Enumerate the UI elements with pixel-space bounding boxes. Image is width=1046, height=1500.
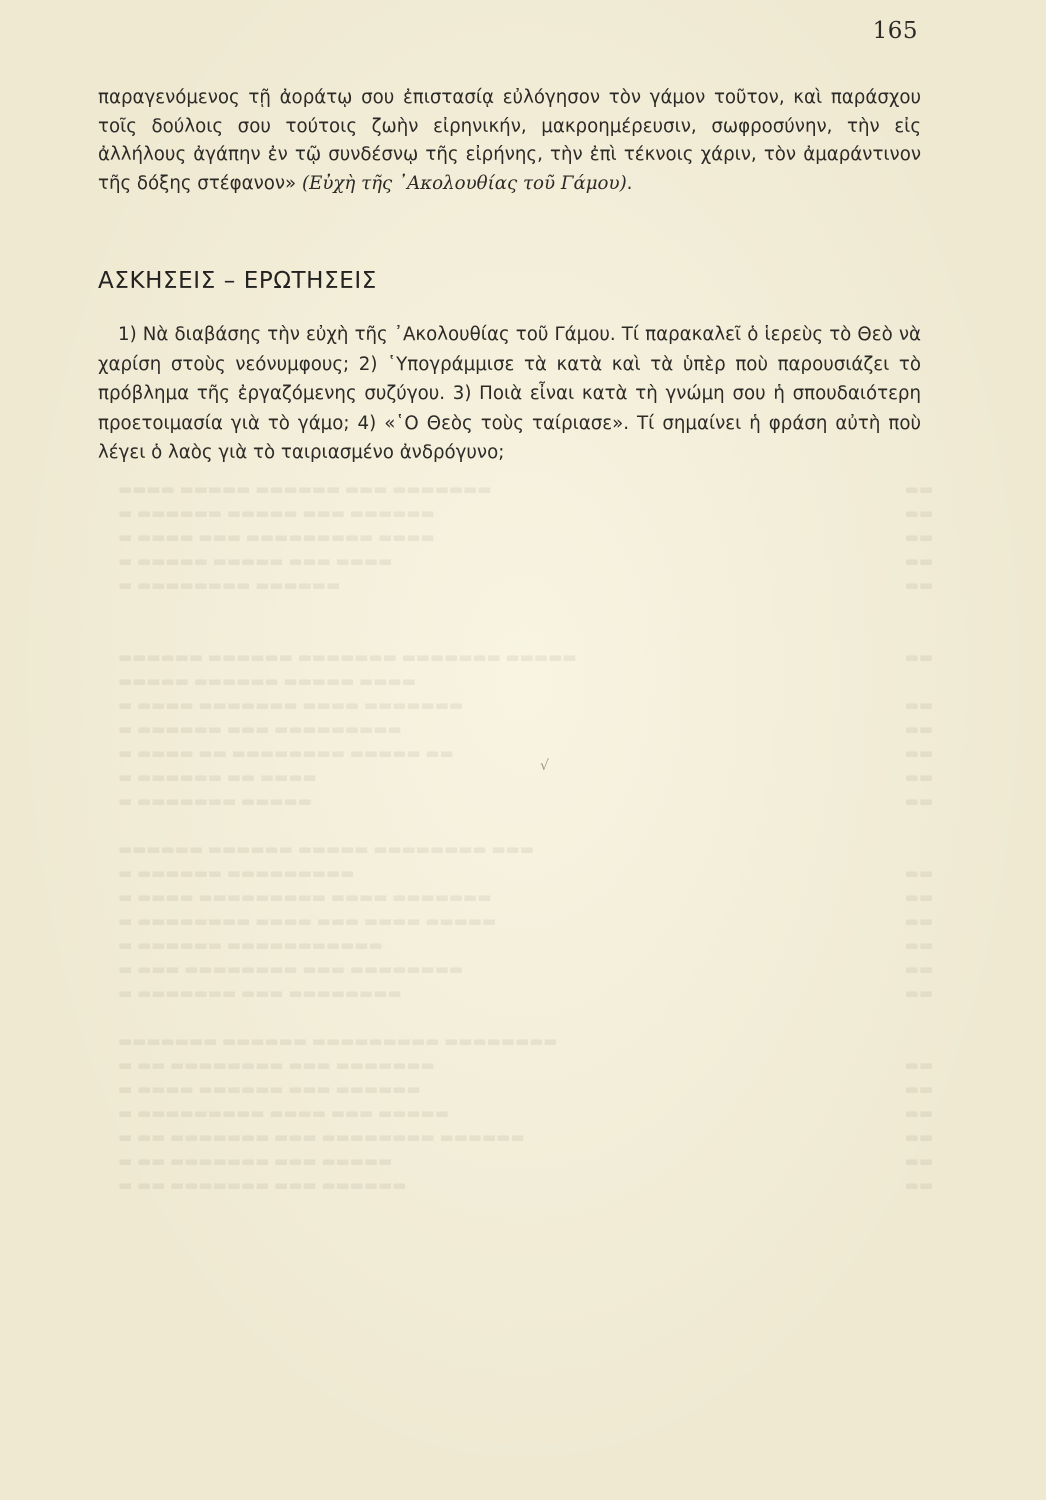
page-number: 165 [872, 18, 918, 44]
exercises-paragraph: 1) Νὰ διαβάσης τὴν εὐχὴ τῆς ᾿Ακολουθίας τοῦ Γάμου. Τί παρακαλεῖ ὁ ἱερεὺς τὸ Θεὸ νὰ χαρίση στοὺς νεόνυμφους; 2) ῾Υπογράμμισε τὰ κατὰ καὶ τὰ ὑπὲρ ποὺ παρουσιάζει τὸ πρόβλημα τῆς ἐργαζόμενης συζύγου. 3) Ποιὰ εἶναι κατὰ τὴ γνώμη σου ἡ σπουδαιότερη προετοιμασία γιὰ τὸ γάμο; 4) «῾Ο Θεὸς τοὺς ταίριασε». Τί σημαίνει ἡ φράση αὐτὴ ποὺ λέγει ὁ λαὸς γιὰ τὸ ταιριασμένο ἀνδρόγυνο; [98, 324, 921, 463]
prayer-quote-end: . [626, 172, 633, 194]
prayer-quote-paragraph [98, 84, 921, 198]
show-through-texture: ▬▬▬▬ ▬▬▬▬▬ ▬▬▬▬▬▬ ▬▬▬ ▬▬▬▬▬▬▬ ▬▬ ▬ ▬▬▬▬▬▬ ▬▬▬▬▬ ▬▬▬ ▬▬▬▬▬▬ ▬▬ ▬ ▬▬▬▬ ▬▬▬ ▬▬▬▬▬▬▬▬▬ ▬▬▬▬ ▬▬ ▬ ▬▬▬▬▬ ▬▬▬▬▬ ▬▬▬ ▬▬▬▬ ▬▬ ▬ ▬▬▬▬▬▬▬▬ ▬▬▬▬▬▬ ▬▬ ▬▬▬▬▬▬ ▬▬▬▬▬▬ ▬▬▬▬▬▬▬ ▬▬▬▬▬▬▬ ▬▬▬▬▬ ▬▬ ▬▬▬▬▬ ▬▬▬▬▬▬ ▬▬▬▬▬ ▬▬▬▬ ▬ ▬▬▬▬ ▬▬▬▬▬▬▬ ▬▬▬▬ ▬▬▬▬▬▬▬ ▬▬ ▬ ▬▬▬▬▬▬ ▬▬▬ ▬▬▬▬▬▬▬▬▬ ▬▬ ▬ ▬▬▬▬ ▬▬ ▬▬▬▬▬▬▬▬ ▬▬▬▬▬ ▬▬ ▬▬ ▬ ▬▬▬▬▬▬ ▬▬ ▬▬▬▬ ▬▬ ▬ ▬▬▬▬▬▬▬ ▬▬▬▬▬ ▬▬ ▬▬▬▬▬▬ ▬▬▬▬▬▬ ▬▬▬▬▬ ▬▬▬▬▬▬▬▬ ▬▬▬ ▬ ▬▬▬▬▬▬ ▬▬▬▬▬▬▬▬▬ ▬▬ ▬ ▬▬▬▬ ▬▬▬▬▬▬▬▬▬ ▬▬▬▬ ▬▬▬▬▬▬▬ ▬▬ ▬ ▬▬▬▬▬▬▬▬ ▬▬▬▬ ▬▬▬ ▬▬▬▬ ▬▬▬▬▬ ▬▬ ▬ ▬▬▬▬▬▬ ▬▬▬▬▬▬▬▬▬▬▬ ▬▬ ▬ ▬▬▬ ▬▬▬▬▬▬▬▬ ▬▬▬ ▬▬▬▬▬▬▬▬ ▬▬ ▬ ▬▬▬▬▬▬▬ ▬▬▬ ▬▬▬▬▬▬▬▬ ▬▬ ▬▬▬▬▬▬▬ ▬▬▬▬▬▬ ▬▬▬▬▬▬▬▬▬ ▬▬▬▬▬▬▬▬ ▬ ▬▬ ▬▬▬▬▬▬▬▬ ▬▬▬ ▬▬▬▬▬▬▬ ▬▬ ▬ ▬▬▬▬ ▬▬▬▬▬▬ ▬▬▬ ▬▬▬▬▬▬ ▬▬ ▬ ▬▬▬▬▬▬▬▬▬ ▬▬▬▬ ▬▬▬ ▬▬▬▬▬ ▬▬ ▬ ▬▬ ▬▬▬▬▬▬▬ ▬▬▬ ▬▬▬▬▬▬▬▬ ▬▬▬▬▬▬ ▬▬ ▬ ▬▬ ▬▬▬▬▬▬▬ ▬▬▬ ▬▬▬▬▬ ▬▬ ▬ ▬▬ ▬▬▬▬▬▬▬ ▬▬▬ ▬▬▬▬▬▬ ▬▬ [118, 480, 933, 1194]
section-heading-exercises: ΑΣΚΗΣΕΙΣ – ΕΡΩΤΗΣΕΙΣ [98, 268, 377, 294]
pencil-check-mark: √ [540, 758, 549, 774]
prayer-quote-text: παραγενόμενος τῇ ἀοράτῳ σου ἐπιστασίᾳ εὐλόγησον τὸν γάμον τοῦτον, καὶ παράσχου τοῖς δούλοις σου τούτοις ζωὴν εἰρηνικήν, μακροημέρευσιν, σωφροσύνην, τὴν εἰς ἀλλήλους ἀγάπην ἐν τῷ συνδέσνῳ τῆς εἰρήνης, τὴν ἐπὶ τέκνοις χάριν, τὸν ἀμαράντινον τῆς δόξης στέφανον» [98, 87, 921, 194]
prayer-source-reference: (Εὐχὴ τῆς ᾿Ακολουθίας τοῦ Γάμου) [301, 172, 627, 194]
